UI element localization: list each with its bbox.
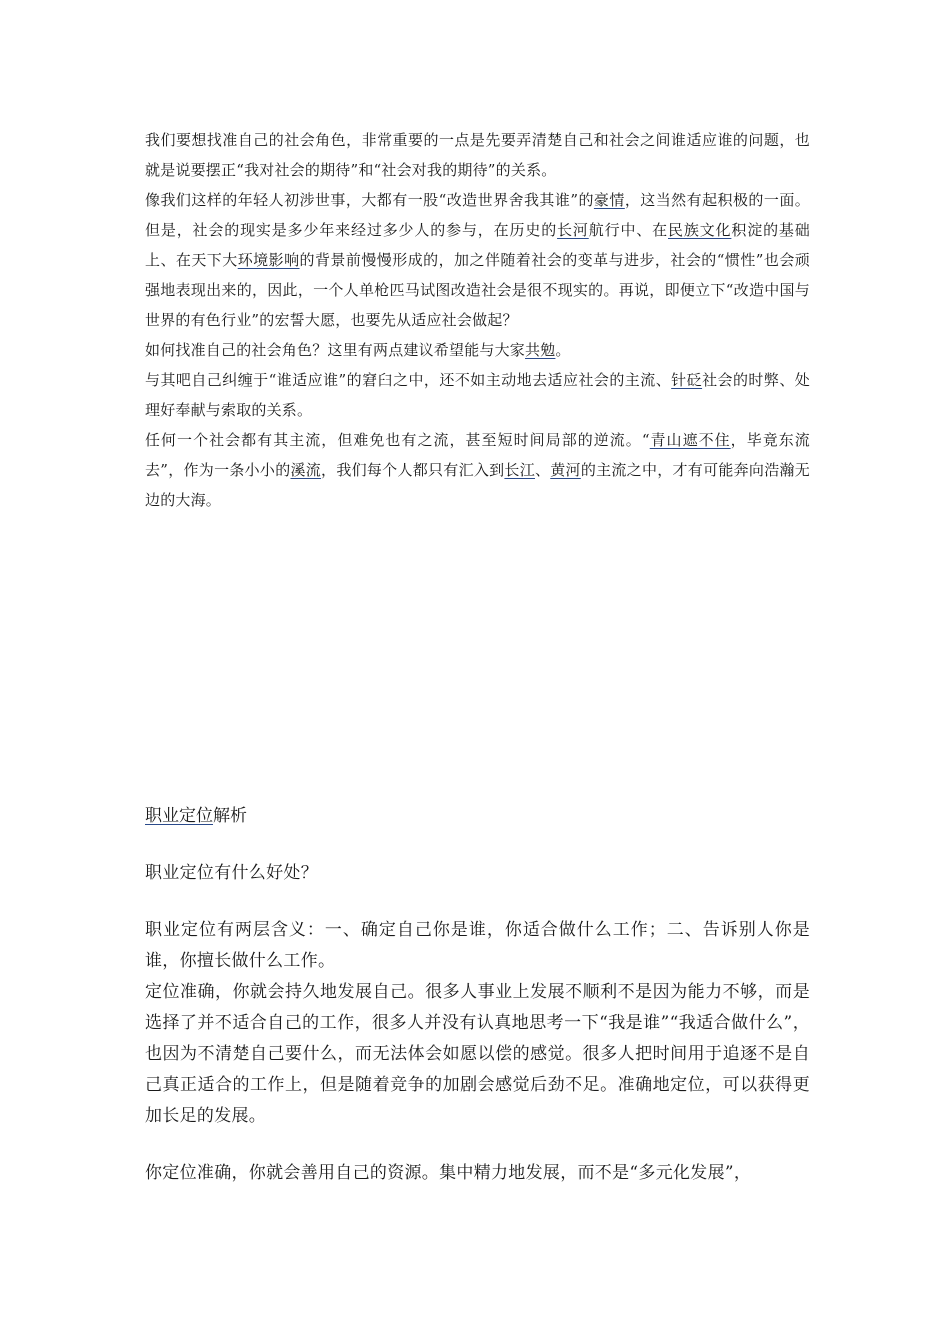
paragraph-5-text-d: 、: [534, 461, 551, 479]
spacer: [145, 832, 810, 858]
paragraph-2: [145, 185, 810, 335]
paragraph-5: [145, 425, 810, 515]
link-zhenbian[interactable]: 针砭: [671, 371, 703, 389]
paragraph-4-text-b: 社会的时弊、处理好奉献与索取的关系。: [145, 371, 810, 419]
paragraph-2-text-b: ，这当然有起积极的一面。但是，社会的现实是多少年来经过多少人的参与，在历史的: [145, 191, 810, 239]
section-heading: [145, 801, 810, 832]
career-paragraph-2: [145, 977, 810, 1132]
link-changhe[interactable]: 长河: [557, 221, 589, 239]
career-paragraph-3: [145, 1158, 810, 1189]
paragraph-2-text-c: 航行中、在: [588, 221, 668, 239]
career-paragraph-3-text: 你定位准确，你就会善用自己的资源。集中精力地发展，而不是“多元化发展”，: [145, 1163, 752, 1183]
paragraph-5-text-b: ，毕竟东流去”，作为一条小小的: [145, 431, 810, 479]
paragraph-5-text-a: 任何一个社会都有其主流，但难免也有之流，甚至短时间局部的逆流。“: [145, 431, 650, 449]
section-social-role: [145, 125, 810, 515]
link-changjiang[interactable]: 长江: [504, 461, 535, 479]
link-zhiye-dingwei[interactable]: 职业定位: [145, 806, 213, 826]
spacer: [145, 1132, 810, 1158]
career-paragraph-2-text: 定位准确，你就会持久地发展自己。很多人事业上发展不顺利不是因为能力不够，而是选择了并不适合自己的工作，很多人并没有认真地思考一下“我是谁”“我适合做什么”，也因为不清楚自己要什么，而无法体会如愿以偿的感觉。很多人把时间用于追逐不是自己真正适合的工作上，但是随着竞争的加剧会感觉后劲不足。准确地定位，可以获得更加长足的发展。: [145, 982, 810, 1126]
paragraph-2-text-d: 积淀的基础上、在天下大: [145, 221, 810, 269]
paragraph-3-text-b: 。: [555, 341, 571, 359]
link-xiliu[interactable]: 溪流: [290, 461, 322, 479]
paragraph-2-text-a: 像我们这样的年轻人初涉世事，大都有一股“改造世界舍我其谁”的: [145, 191, 594, 209]
paragraph-1-text: 我们要想找准自己的社会角色，非常重要的一点是先要弄清楚自己和社会之间谁适应谁的问题，也就是说要摆正“我对社会的期待”和“社会对我的期待”的关系。: [145, 131, 810, 179]
paragraph-5-text-e: 的主流之中，才有可能奔向浩瀚无边的大海。: [145, 461, 810, 509]
link-qingshan-zhebuzhu[interactable]: 青山遮不住: [649, 431, 731, 449]
paragraph-5-text-c: ，我们每个人都只有汇入到: [321, 461, 505, 479]
paragraph-4-text-a: 与其吧自己纠缠于“谁适应谁”的窘臼之中，还不如主动地去适应社会的主流、: [145, 371, 672, 389]
paragraph-4: [145, 365, 810, 425]
link-huanjing-yingxiang[interactable]: 环境影响: [237, 251, 300, 269]
question-text: 职业定位有什么好处？: [145, 863, 318, 883]
spacer: [145, 889, 810, 915]
link-gongmian[interactable]: 共勉: [525, 341, 556, 359]
link-huanghe[interactable]: 黄河: [550, 461, 581, 479]
paragraph-3-text-a: 如何找准自己的社会角色？这里有两点建议希望能与大家: [145, 341, 526, 359]
link-minzu-wenhua[interactable]: 民族文化: [668, 221, 732, 239]
career-paragraph-1-text: 职业定位有两层含义：一、确定自己你是谁，你适合做什么工作；二、告诉别人你是谁，你擅长做什么工作。: [145, 920, 810, 971]
question-line: [145, 858, 810, 889]
paragraph-1: [145, 125, 810, 185]
career-paragraph-1: [145, 915, 810, 977]
link-haoqing[interactable]: 豪情: [593, 191, 625, 209]
section-career-positioning: [145, 801, 810, 1189]
paragraph-3: [145, 335, 810, 365]
paragraph-2-text-e: 的背景前慢慢形成的，加之伴随着社会的变革与进步，社会的“惯性”也会顽强地表现出来的，因此，一个人单枪匹马试图改造社会是很不现实的。再说，即便立下“改造中国与世界的有色行业”的宏誓大愿，也要先从适应社会做起？: [145, 251, 810, 329]
section-heading-rest: 解析: [213, 806, 247, 826]
